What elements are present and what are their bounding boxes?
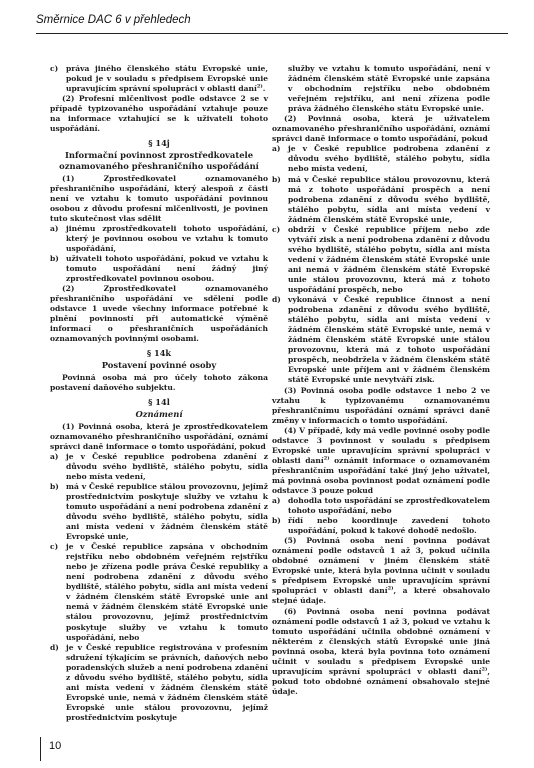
section-number: § 14j [148, 138, 170, 149]
list-marker: d) [50, 642, 59, 652]
list-marker: b) [50, 481, 59, 491]
section-title: Oznámení [135, 409, 183, 419]
list [272, 144, 490, 385]
paragraph-text: (4) V případě, kdy má vedle povinné osoby podle odstavce 3 povinnost v souladu s předpisem Evropské unie upravujícím správní spolupráci v oblasti daní [272, 425, 490, 465]
section-number: § 14l [148, 397, 170, 407]
paragraph: služby ve vztahu k tomuto uspořádání, není v žádném členském státě Evropské unie zapsána v obchodním rejstříku nebo obdobném veřejném rejstříku, ani není zřízena podle práva žádného členského státu Evropské unie. [288, 64, 490, 114]
list-text: je v České republice zapsána v obchodním rejstříku nebo obdobném veřejném rejstříku nebo je zřízena podle práva České republiky a není podrobena zdanění z důvodu svého bydliště, stálého pobytu, sídla ani místa vedení v žádném členském státě Evropské unie ani nemá v žádném členském státě Evropské unie stálou provozovnu, jejímž prostřednictvím poskytuje služby ve vztahu k tomuto uspořádání, nebo [66, 542, 268, 642]
paragraph: (1) Povinná osoba, která je zprostředkovatelem oznamovaného přeshraničního uspořádání, oznámí správci daně informace o tomto uspořádání, pokud [50, 421, 268, 451]
paragraph: (2) Zprostředkovatel oznamovaného přeshraničního uspořádání ve sdělení podle odstavce 1 uvede všechny informace potřebné k plnění povinností při automatické výměně informací o přeshraničních uspořádáních oznamovaných povinnými osobami. [50, 284, 268, 344]
paragraph [272, 607, 490, 697]
list-marker: c) [50, 64, 59, 73]
list-text: obdrží v České republice příjem nebo zde vytváří zisk a není podrobena zdanění z důvodu svého bydliště, stálého pobytu, sídla ani místa vedení v žádném členském státě Evropské unie ani nemá v žádném členském státě Evropské unie stálou provozovnu, která má z tohoto uspořádání prospěch, nebo [288, 224, 490, 295]
list-item [50, 643, 268, 723]
right-column [272, 64, 490, 697]
footnote-ref: 2) [256, 83, 263, 90]
list-marker: b) [50, 253, 59, 263]
list-item: c) práva jiného členského státu Evropské unie, pokud je v souladu s předpisem Evropské unie upravujícím správní spolupráci v oblasti daní$^{2)}$. [50, 64, 268, 94]
list-marker: c) [272, 224, 281, 234]
list-text: vykonává v České republice činnost a není podrobena zdanění z důvodu svého bydliště, stálého pobytu, sídla ani místa vedení v žádném členském státě Evropské unie, nemá v žádném členském státě Evropské unie stálou provozovnu, která má z tohoto uspořádání prospěch, neobdržela v žádném členském státě Evropské unie příjem ani v žádném členském státě Evropské unie nevytváří zisk. [288, 295, 490, 385]
paragraph [272, 536, 490, 606]
list-text: má v České republice stálou provozovnu, která má z tohoto uspořádání prospěch a není podrobena zdanění z důvodu svého bydliště, stálého pobytu, sídla ani místa vedení v žádném členském státě Evropské unie, [288, 174, 490, 224]
list-item [272, 496, 490, 516]
list-marker: a) [50, 223, 59, 233]
paragraph: (1) Zprostředkovatel oznamovaného přeshraničního uspořádání, který alespoň z části není ve vztahu k tomuto uspořádání povinnou osobou z důvodu profesní mlčenlivosti, je povinen tuto skutečnost vlas sdělit [50, 173, 268, 223]
paragraph: (3) Povinná osoba podle odstavce 1 nebo 2 ve vztahu k typizovanému oznamovanému přeshraničnímu uspořádání oznámí správci daně změny v informacích o tomto uspořádání. [272, 385, 490, 425]
list-text: dohodla toto uspořádání se zprostředkovatelem tohoto uspořádání, nebo [288, 496, 490, 516]
list [50, 452, 268, 723]
paragraph-text: (5) Povinná osoba není povinna podávat oznámení podle odstavců 1 až 3, pokud učinila obdobné oznámení v jiném členském státě Evropské unie, která byla povinna učinit v souladu s předpisem Evropské unie upravujícím správní spolupráci v oblasti daní [272, 536, 490, 596]
list-text: je v České republice registrována v profesním sdružení týkajícím se právních, daňových nebo poradenských služeb a není podrobena zdanění z důvodu svého bydliště, stálého pobytu, sídla ani místa vedení v žádném členském státě Evropské unie, nemá v žádném členském státě Evropské unie stálou provozovnu, jejímž prostřednictvím poskytuje [66, 642, 268, 722]
list-item [50, 224, 268, 254]
list-marker: d) [272, 295, 281, 305]
list-marker: a) [272, 496, 281, 506]
footnote-ref: 2) [387, 585, 394, 592]
list-text: jinému zprostředkovateli tohoto uspořádání, který je povinnou osobou ve vztahu k tomuto uspořádání, [66, 223, 268, 253]
list-item [50, 542, 268, 642]
list-item [50, 482, 268, 542]
list-marker: b) [272, 516, 281, 526]
list-item [50, 452, 268, 482]
list-text: má v České republice stálou provozovnu, jejímž prostřednictvím poskytuje služby ve vztahu k tomuto uspořádání a není podrobena zdanění z důvodu svého bydliště, stálého pobytu, sídla ani místa vedení v žádném členském státě Evropské unie, [66, 481, 268, 542]
section-title: Informační povinnost zprostředkovatele oznamovaného přeshraničního uspořádání [59, 150, 259, 171]
list-item [272, 295, 490, 385]
list-marker: a) [272, 144, 281, 154]
paragraph-text: (6) Povinná osoba není povinna podávat oznámení podle odstavců 1 až 3, pokud ve vztahu k tomuto uspořádání učinila obdobné oznámení v některém z členských států Evropské unie jiná povinná osoba, která byla povinna toto oznámení učinit v souladu s předpisem Evropské unie upravujícím správní spolupráci v oblasti daní [272, 606, 490, 676]
running-header: Směrnice DAC 6 v přehledech [36, 14, 191, 26]
list-item [272, 225, 490, 295]
list-marker: a) [50, 451, 59, 461]
left-column [50, 64, 268, 723]
list-text: je v České republice podrobena zdanění z důvodu svého bydliště, stálého pobytu, sídla nebo místa vedení, [66, 451, 268, 481]
footnote-ref: 2) [323, 455, 330, 462]
list-item [272, 516, 490, 536]
list-marker: c) [50, 542, 59, 552]
paragraph: (2) Povinná osoba, která je uživatelem oznamovaného přeshraničního uspořádání, oznámí správci daně informace o tomto uspořádání, pokud [272, 114, 490, 144]
list-marker: b) [272, 174, 281, 184]
paragraph-text: , a které obsahovalo stejné údaje. [272, 586, 490, 606]
list [50, 224, 268, 284]
list-text: práva jiného členského státu Evropské unie, pokud je v souladu s předpisem Evropské unie upravujícím správní spolupráci v oblasti daní [66, 64, 268, 94]
section-title: Postavení povinné osoby [101, 360, 217, 371]
paragraph: (2) Profesní mlčenlivost podle odstavce 2 se v případě typizovaného uspořádání vztahuje pouze na informace vztahující se k uživateli tohoto uspořádání. [50, 94, 268, 134]
list-item [272, 175, 490, 225]
footnote-ref: 2) [481, 666, 488, 673]
section-number: § 14k [146, 348, 172, 359]
list-text: řídí nebo koordinuje zavedení tohoto uspořádání, pokud k takové dohodě nedošlo. [288, 516, 490, 536]
footer-rule [40, 737, 41, 761]
paragraph-text: oznámit informace o oznamovaném přeshraničním uspořádání také jiný jeho uživatel, má povinná osoba povinnost podat oznámení podle odstavce 3 pouze pokud [272, 455, 490, 495]
list [272, 496, 490, 536]
header-rule [36, 33, 508, 34]
list-text: je v České republice podrobena zdanění z důvodu svého bydliště, stálého pobytu, sídla nebo místa vedení, [288, 144, 490, 174]
page-number: 10 [49, 740, 62, 752]
paragraph: Povinná osoba má pro účely tohoto zákona postavení daňového subjektu. [50, 372, 268, 392]
list-text: uživateli tohoto uspořádání, pokud ve vztahu k tomuto uspořádání není žádný jiný zprostředkovatel povinnou osobou. [66, 253, 268, 283]
list-item [272, 144, 490, 174]
paragraph [272, 426, 490, 496]
list-item [50, 254, 268, 284]
paragraph-text: , pokud toto obdobné oznámení obsahovalo stejné údaje. [272, 666, 490, 696]
